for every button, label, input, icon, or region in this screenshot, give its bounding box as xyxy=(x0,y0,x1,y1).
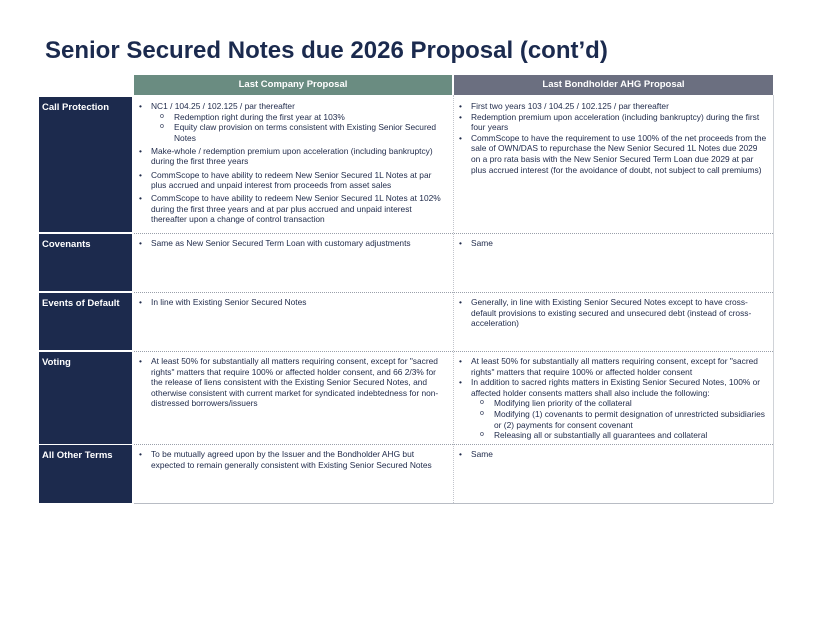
call-protection-bondholder-cell xyxy=(454,96,773,178)
sub-list-item: o Redemption right during the first year at 103% xyxy=(151,112,448,123)
page-title: Senior Secured Notes due 2026 Proposal (cont’d) xyxy=(45,37,608,64)
table-bottom-border xyxy=(134,503,773,504)
column-header-company: Last Company Proposal xyxy=(134,75,452,95)
table-right-border xyxy=(773,95,774,503)
row-label-all-other-terms: All Other Terms xyxy=(39,445,132,503)
list-item: • CommScope to have ability to redeem New Senior Secured 1L Notes at par plus accrued and unpaid interest from proceeds from asset sales xyxy=(138,170,448,191)
list-item: • Same xyxy=(458,238,769,249)
covenants-bondholder-cell xyxy=(454,233,773,251)
list-item: • At least 50% for substantially all matters requiring consent, except for "sacred rights" matters that require 100% or affected holder consent xyxy=(458,356,769,377)
events-of-default-bondholder-cell xyxy=(454,292,773,331)
bullet-text: In addition to sacred rights matters in Existing Senior Secured Notes, 100% or affected holder consents matters shall also include the following: xyxy=(471,377,761,398)
all-other-terms-bondholder-cell xyxy=(454,444,773,462)
row-label-covenants: Covenants xyxy=(39,234,132,291)
row-label-events-of-default: Events of Default xyxy=(39,293,132,350)
list-item: • In line with Existing Senior Secured Notes xyxy=(138,297,448,308)
row-label-call-protection: Call Protection xyxy=(39,97,132,232)
all-other-terms-company-cell xyxy=(134,444,452,473)
row-label-voting: Voting xyxy=(39,352,132,444)
covenants-company-cell xyxy=(134,233,452,251)
sub-list-item: o Modifying (1) covenants to permit designation of unrestricted subsidiaries or (2) payments for consent covenant xyxy=(471,409,769,430)
list-item: • First two years 103 / 104.25 / 102.125 / par thereafter xyxy=(458,101,769,112)
sub-list-item: o Releasing all or substantially all guarantees and collateral xyxy=(471,430,769,441)
events-of-default-company-cell xyxy=(134,292,452,310)
list-item: • CommScope to have the requirement to use 100% of the net proceeds from the sale of OWN/DAS to repurchase the New Senior Secured 1L Notes due 2029 on a pro rata basis with the New Senior Secured Term Loan due 2029 at par plus accrued interest (for the avoidance of doubt, not subject to call premiums) xyxy=(458,133,769,175)
sub-list-item: o Modifying lien priority of the collateral xyxy=(471,398,769,409)
list-item: • Redemption premium upon acceleration (including bankruptcy) during the first four years xyxy=(458,112,769,133)
list-item xyxy=(138,101,448,143)
list-item: • At least 50% for substantially all matters requiring consent, except for "sacred rights" matters that require 100% or affected holder consent, and 66 2/3% for the release of liens consistent with the Existing Senior Secured Notes, and otherwise consistent with current market for syndicated indebtedness for non-distressed borrowers/issuers xyxy=(138,356,448,409)
voting-company-cell xyxy=(134,351,452,411)
list-item xyxy=(458,377,769,441)
list-item: • Make-whole / redemption premium upon acceleration (including bankruptcy) during the first three years xyxy=(138,146,448,167)
call-protection-company-cell xyxy=(134,96,452,228)
list-item: • Same xyxy=(458,449,769,460)
voting-bondholder-cell xyxy=(454,351,773,443)
bullet-text: NC1 / 104.25 / 102.125 / par thereafter xyxy=(151,101,295,111)
list-item: • CommScope to have ability to redeem New Senior Secured 1L Notes at 102% during the first three years and at par plus accrued and unpaid interest thereafter upon a change of control transaction xyxy=(138,193,448,225)
list-item: • To be mutually agreed upon by the Issuer and the Bondholder AHG but expected to remain generally consistent with Existing Senior Secured Notes xyxy=(138,449,448,470)
column-header-bondholder: Last Bondholder AHG Proposal xyxy=(454,75,773,95)
list-item: • Same as New Senior Secured Term Loan with customary adjustments xyxy=(138,238,448,249)
sub-list-item: o Equity claw provision on terms consistent with Existing Senior Secured Notes xyxy=(151,122,448,143)
list-item: • Generally, in line with Existing Senior Secured Notes except to have cross-default provisions to existing secured and unsecured debt (instead of cross-acceleration) xyxy=(458,297,769,329)
